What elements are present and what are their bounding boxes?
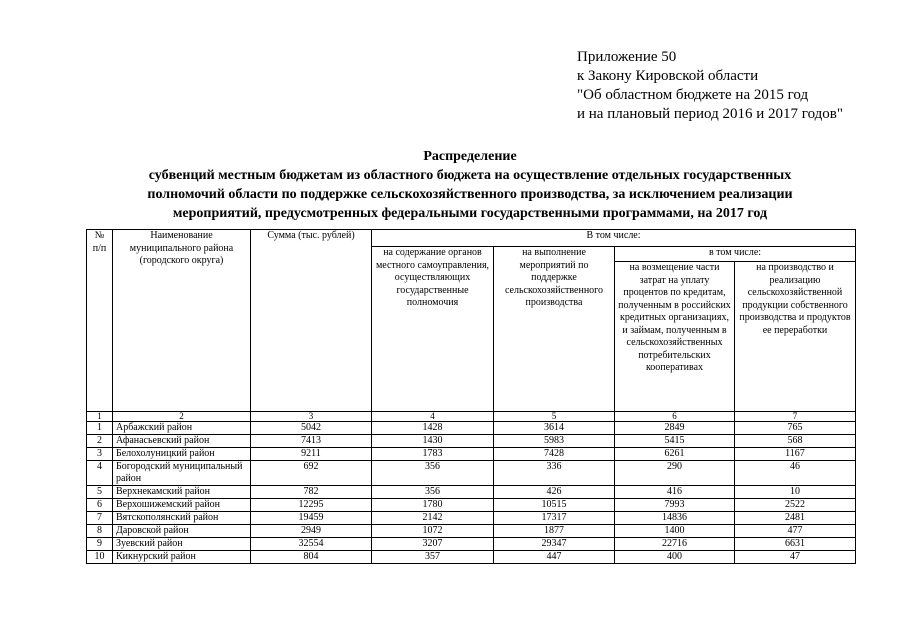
header-name: Наименование муниципального района (городского округа) bbox=[113, 230, 251, 412]
table-row bbox=[87, 448, 856, 461]
admin-costs: 1780 bbox=[372, 499, 494, 512]
production-support: 1167 bbox=[735, 448, 856, 461]
table-row bbox=[87, 499, 856, 512]
admin-costs: 3207 bbox=[372, 538, 494, 551]
total-sum: 782 bbox=[251, 486, 372, 499]
appendix-line: "Об областном бюджете на 2015 год bbox=[577, 87, 809, 103]
interest-compensation: 290 bbox=[615, 461, 735, 486]
row-number: 6 bbox=[87, 499, 113, 512]
admin-costs: 356 bbox=[372, 461, 494, 486]
support-measures: 1877 bbox=[494, 525, 615, 538]
title-line: полномочий области по поддержке сельскохозяйственного производства, за исключением реализации bbox=[147, 187, 793, 202]
production-support: 47 bbox=[735, 551, 856, 564]
column-number: 6 bbox=[615, 412, 735, 422]
production-support: 10 bbox=[735, 486, 856, 499]
table-row bbox=[87, 422, 856, 435]
row-number: 4 bbox=[87, 461, 113, 486]
row-number: 3 bbox=[87, 448, 113, 461]
title-line: Распределение bbox=[423, 149, 517, 164]
admin-costs: 2142 bbox=[372, 512, 494, 525]
admin-costs: 356 bbox=[372, 486, 494, 499]
production-support: 46 bbox=[735, 461, 856, 486]
support-measures: 447 bbox=[494, 551, 615, 564]
column-number: 7 bbox=[735, 412, 856, 422]
admin-costs: 1783 bbox=[372, 448, 494, 461]
header-col5: на выполнение мероприятий по поддержке сельскохозяйственного производства bbox=[494, 247, 615, 412]
district-name: Верхнекамский район bbox=[113, 486, 251, 499]
appendix-line: и на плановый период 2016 и 2017 годов" bbox=[577, 106, 843, 122]
admin-costs: 1430 bbox=[372, 435, 494, 448]
header-col4: на содержание органов местного самоуправления, осуществляющих государственные полномочия bbox=[372, 247, 494, 412]
production-support: 2522 bbox=[735, 499, 856, 512]
document-title bbox=[60, 147, 880, 223]
total-sum: 692 bbox=[251, 461, 372, 486]
row-number: 7 bbox=[87, 512, 113, 525]
header-col7: на производство и реализацию сельскохозяйственной продукции собственного производства и продуктов ее переработки bbox=[735, 262, 856, 412]
support-measures: 336 bbox=[494, 461, 615, 486]
table-row bbox=[87, 538, 856, 551]
district-name: Даровской район bbox=[113, 525, 251, 538]
total-sum: 5042 bbox=[251, 422, 372, 435]
column-number: 3 bbox=[251, 412, 372, 422]
production-support: 765 bbox=[735, 422, 856, 435]
total-sum: 9211 bbox=[251, 448, 372, 461]
production-support: 568 bbox=[735, 435, 856, 448]
header-col6: на возмещение части затрат на уплату процентов по кредитам, полученным в российских кредитных организациях, и займам, полученным в сельскохозяйственных потребительских кооперативах bbox=[615, 262, 735, 412]
subsidy-table bbox=[86, 229, 856, 564]
table-row bbox=[87, 486, 856, 499]
district-name: Кикнурский район bbox=[113, 551, 251, 564]
table-row bbox=[87, 435, 856, 448]
total-sum: 12295 bbox=[251, 499, 372, 512]
total-sum: 2949 bbox=[251, 525, 372, 538]
total-sum: 7413 bbox=[251, 435, 372, 448]
row-number: 1 bbox=[87, 422, 113, 435]
table-row bbox=[87, 461, 856, 486]
header-including-sub: в том числе: bbox=[615, 247, 856, 262]
production-support: 477 bbox=[735, 525, 856, 538]
column-number: 4 bbox=[372, 412, 494, 422]
district-name: Вятскополянский район bbox=[113, 512, 251, 525]
district-name: Белохолуницкий район bbox=[113, 448, 251, 461]
column-number: 1 bbox=[87, 412, 113, 422]
district-name: Богородский муниципальный район bbox=[113, 461, 251, 486]
column-number: 5 bbox=[494, 412, 615, 422]
row-number: 8 bbox=[87, 525, 113, 538]
admin-costs: 1072 bbox=[372, 525, 494, 538]
support-measures: 7428 bbox=[494, 448, 615, 461]
header-including: В том числе: bbox=[372, 230, 856, 247]
row-number: 10 bbox=[87, 551, 113, 564]
total-sum: 804 bbox=[251, 551, 372, 564]
production-support: 2481 bbox=[735, 512, 856, 525]
admin-costs: 1428 bbox=[372, 422, 494, 435]
total-sum: 32554 bbox=[251, 538, 372, 551]
support-measures: 17317 bbox=[494, 512, 615, 525]
interest-compensation: 400 bbox=[615, 551, 735, 564]
district-name: Зуевский район bbox=[113, 538, 251, 551]
total-sum: 19459 bbox=[251, 512, 372, 525]
interest-compensation: 14836 bbox=[615, 512, 735, 525]
interest-compensation: 2849 bbox=[615, 422, 735, 435]
production-support: 6631 bbox=[735, 538, 856, 551]
title-line: субвенций местным бюджетам из областного бюджета на осуществление отдельных государственных bbox=[148, 168, 792, 183]
admin-costs: 357 bbox=[372, 551, 494, 564]
interest-compensation: 7993 bbox=[615, 499, 735, 512]
support-measures: 5983 bbox=[494, 435, 615, 448]
column-number: 2 bbox=[113, 412, 251, 422]
interest-compensation: 1400 bbox=[615, 525, 735, 538]
appendix-line: Приложение 50 bbox=[577, 49, 677, 65]
header-sum: Сумма (тыс. рублей) bbox=[251, 230, 372, 412]
title-line: мероприятий, предусмотренных федеральными государственными программами, на 2017 год bbox=[172, 206, 768, 221]
support-measures: 426 bbox=[494, 486, 615, 499]
table-row bbox=[87, 551, 856, 564]
interest-compensation: 5415 bbox=[615, 435, 735, 448]
support-measures: 3614 bbox=[494, 422, 615, 435]
row-number: 2 bbox=[87, 435, 113, 448]
table-row bbox=[87, 525, 856, 538]
support-measures: 10515 bbox=[494, 499, 615, 512]
support-measures: 29347 bbox=[494, 538, 615, 551]
district-name: Афанасьевский район bbox=[113, 435, 251, 448]
row-number: 9 bbox=[87, 538, 113, 551]
district-name: Арбажский район bbox=[113, 422, 251, 435]
table-row bbox=[87, 512, 856, 525]
row-number: 5 bbox=[87, 486, 113, 499]
header-num: № п/п bbox=[87, 230, 113, 412]
interest-compensation: 416 bbox=[615, 486, 735, 499]
district-name: Верхошижемский район bbox=[113, 499, 251, 512]
appendix-line: к Закону Кировской области bbox=[577, 68, 759, 84]
appendix-note bbox=[577, 48, 843, 124]
interest-compensation: 22716 bbox=[615, 538, 735, 551]
interest-compensation: 6261 bbox=[615, 448, 735, 461]
